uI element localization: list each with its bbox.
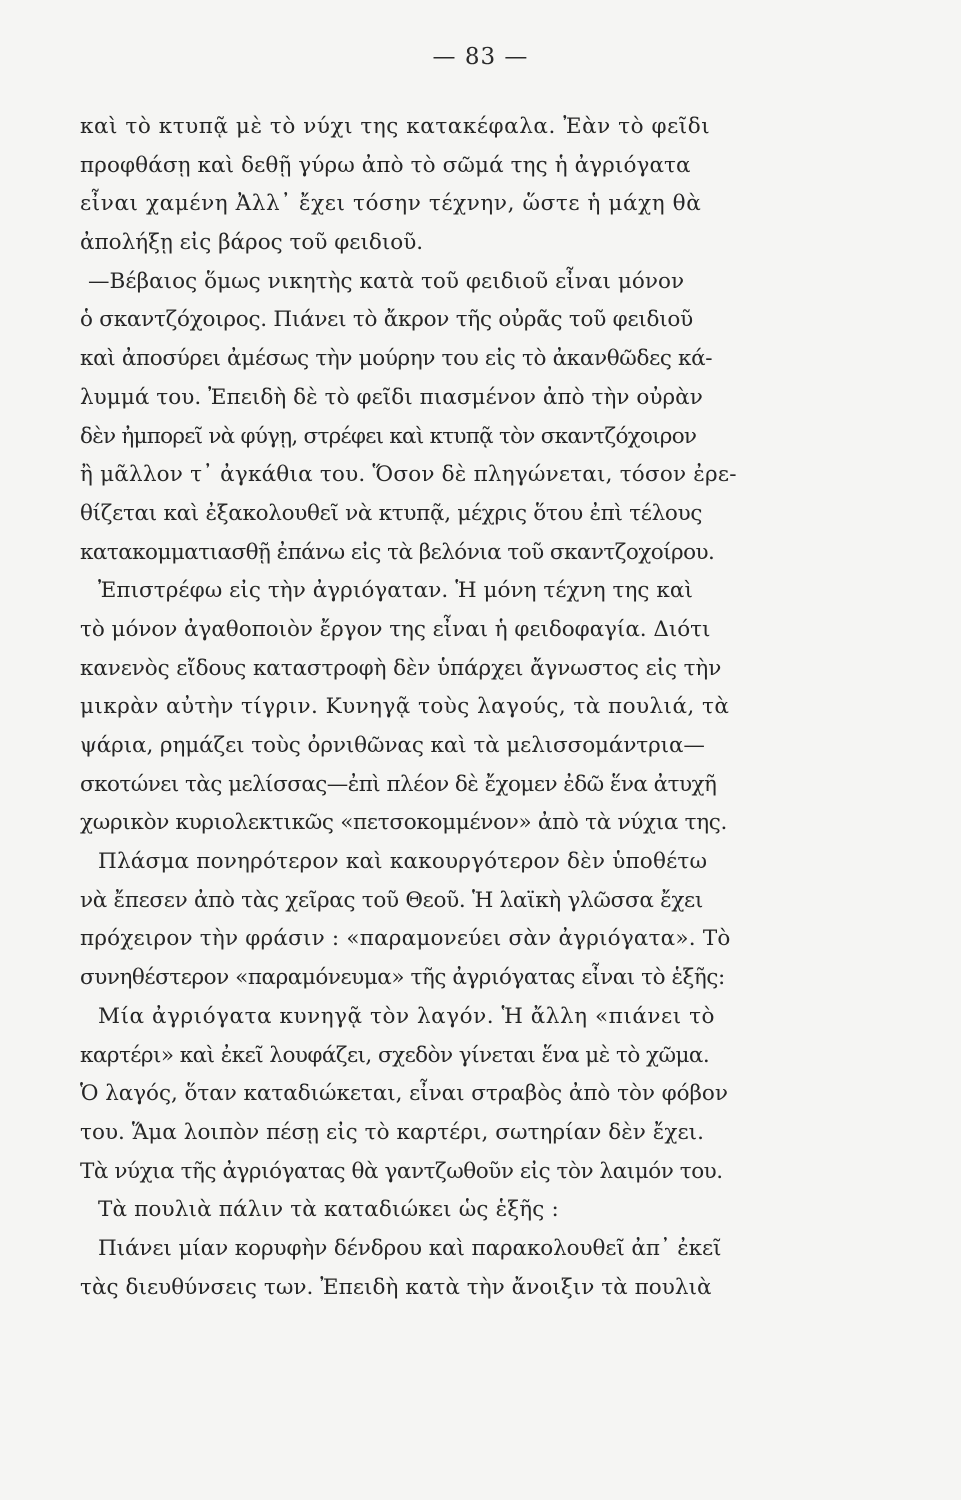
text-line: καὶ τὸ κτυπᾷ μὲ τὸ νύχι της κατακέφαλα. Ἐὰν τὸ φεῖδι xyxy=(80,114,711,139)
text-line: συνηθέστερον «παραμόνευμα» τῆς ἀγριόγατας εἶναι τὸ ἑξῆς: xyxy=(80,965,725,991)
text-line: θίζεται καὶ ἐξακολουθεῖ νὰ κτυπᾷ, μέχρις ὅτου ἐπὶ τέλους xyxy=(80,500,703,526)
text-line: Ἐπιστρέφω εἰς τὴν ἀγριόγαταν. Ἡ μόνη τέχνη της καὶ xyxy=(98,578,693,604)
text-line: νὰ ἔπεσεν ἀπὸ τὰς χεῖρας τοῦ Θεοῦ. Ἡ λαϊκὴ γλῶσσα ἔχει xyxy=(80,887,704,913)
text-line: εἶναι χαμένη Ἀλλ᾽ ἔχει τόσην τέχνην, ὥστε ἡ μάχη θὰ xyxy=(80,191,702,217)
text-line: σκοτώνει τὰς μελίσσας—ἐπὶ πλέον δὲ ἔχομεν ἐδῶ ἕνα ἀτυχῆ xyxy=(80,771,717,797)
text-line: —Βέβαιος ὅμως νικητὴς κατὰ τοῦ φειδιοῦ εἶναι μόνον xyxy=(88,268,685,294)
text-line: ἢ μᾶλλον τ᾽ ἀγκάθια του. Ὅσον δὲ πληγώνεται, τόσον ἐρε- xyxy=(80,462,737,488)
text-line: Μία ἀγριόγατα κυνηγᾷ τὸν λαγόν. Ἡ ἄλλη «πιάνει τὸ xyxy=(98,1003,716,1029)
text-line: μικρὰν αὐτὴν τίγριν. Κυνηγᾷ τοὺς λαγούς, τὰ πουλιά, τὰ xyxy=(80,694,730,720)
text-line: του. Ἅμα λοιπὸν πέσῃ εἰς τὸ καρτέρι, σωτηρίαν δὲν ἔχει. xyxy=(80,1119,705,1145)
text-line: κανενὸς εἴδους καταστροφὴ δὲν ὑπάρχει ἄγνωστος εἰς τὴν xyxy=(80,655,722,681)
text-line: ψάρια, ρημάζει τοὺς ὀρνιθῶνας καὶ τὰ μελισσομάντρια— xyxy=(80,733,705,758)
text-line: πρόχειρον τὴν φράσιν : «παραμονεύει σὰν ἀγριόγατα». Τὸ xyxy=(80,926,731,952)
page-number: — 83 — xyxy=(432,44,529,70)
text-line: Τὰ νύχια τῆς ἀγριόγατας θὰ γαντζωθοῦν εἰς τὸν λαιμόν του. xyxy=(80,1158,723,1184)
text-line: καρτέρι» καὶ ἐκεῖ λουφάζει, σχεδὸν γίνεται ἕνα μὲ τὸ χῶμα. xyxy=(80,1042,710,1068)
text-line: Πιάνει μίαν κορυφὴν δένδρου καὶ παρακολουθεῖ ἀπ᾽ ἐκεῖ xyxy=(98,1235,722,1261)
text-line: δὲν ἠμπορεῖ νὰ φύγῃ, στρέφει καὶ κτυπᾷ τὸν σκαντζόχοιρον xyxy=(80,423,697,449)
text-line: λυμμά του. Ἐπειδὴ δὲ τὸ φεῖδι πιασμένον ἀπὸ τὴν οὐρὰν xyxy=(80,384,703,410)
text-line: ὁ σκαντζόχοιρος. Πιάνει τὸ ἄκρον τῆς οὐρᾶς τοῦ φειδιοῦ xyxy=(80,307,693,333)
text-line: Ὁ λαγός, ὅταν καταδιώκεται, εἶναι στραβὸς ἀπὸ τὸν φόβον xyxy=(80,1081,728,1107)
text-line: ἀπολήξῃ εἰς βάρος τοῦ φειδιοῦ. xyxy=(80,230,424,256)
text-line: τὰς διευθύνσεις των. Ἐπειδὴ κατὰ τὴν ἄνοιξιν τὰ πουλιὰ xyxy=(80,1274,712,1300)
text-line: Πλάσμα πονηρότερον καὶ κακουργότερον δὲν ὑποθέτω xyxy=(98,849,708,875)
text-line: Τὰ πουλιὰ πάλιν τὰ καταδιώκει ὡς ἑξῆς : xyxy=(98,1197,559,1223)
body-text xyxy=(80,108,790,1307)
text-line: τὸ μόνον ἀγαθοποιὸν ἔργον της εἶναι ἡ φειδοφαγία. Διότι xyxy=(80,616,711,642)
text-line: προφθάσῃ καὶ δεθῇ γύρω ἀπὸ τὸ σῶμά της ἡ ἀγριόγατα xyxy=(80,152,691,178)
text-line: κατακομματιασθῇ ἐπάνω εἰς τὰ βελόνια τοῦ σκαντζοχοίρου. xyxy=(80,539,715,565)
text-line: χωρικὸν κυριολεκτικῶς «πετσοκομμένον» ἀπὸ τὰ νύχια της. xyxy=(80,810,728,836)
text-line: καὶ ἀποσύρει ἀμέσως τὴν μούρην του εἰς τὸ ἀκανθῶδες κά- xyxy=(80,346,713,372)
